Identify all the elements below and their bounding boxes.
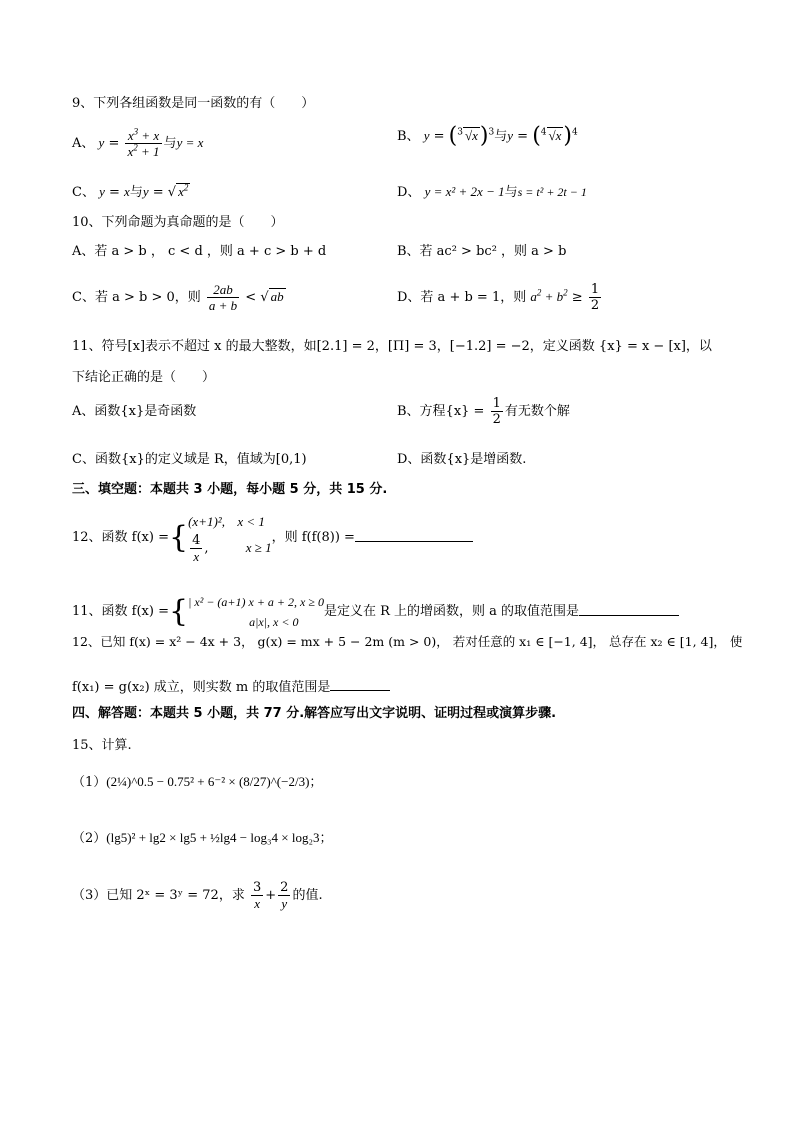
q9-option-b: B、 y = ($^3$ √x)$^3$与y = ($^4$ √x)$^4$ [397, 123, 578, 149]
q12b-text-2-span: f(x₁) = g(x₂) 成立，则实数 m 的取值范围是 [72, 680, 331, 695]
q10-d-pre: D、若 a + b = 1，则 [397, 290, 527, 305]
q15-stem: 15、计算. [72, 738, 132, 753]
q10-c-fraction: $\frac{2ab}{a + b}$ [208, 282, 238, 313]
q10-option-d: D、若 a + b = 1，则 $a^2 + b^2$ ≥ $\frac{1}{2}$ [397, 282, 600, 313]
q9-d-right: s = t² + 2t − 1 [517, 185, 587, 199]
q15-p2-label: （2） [72, 831, 107, 846]
q9-option-c: C、 y = x与y = √ $x^2$ [72, 182, 189, 200]
q11-b-pre: B、方程{x} = [397, 404, 485, 419]
q12-label: 12、函数 f(x) = [72, 530, 169, 545]
q12b-answer-blank[interactable] [330, 678, 390, 691]
q9-d-mid: 与 [504, 185, 518, 200]
q12-answer-blank[interactable] [355, 529, 473, 542]
q11-stem-2: 下结论正确的是（ ） [72, 370, 216, 385]
q12b-text: 12、已知 f(x) = x² − 4x + 3， g(x) = mx + 5 − 2m (m > 0)， 若对任意的 x₁ ∈ [−1, 4]， 总存在 x₂ ∈ [1, 4]， 使 [72, 634, 743, 649]
q11b-tail: 是定义在 R 上的增函数，则 a 的取值范围是 [323, 604, 580, 619]
section-3-heading: 三、填空题：本题共 3 小题，每小题 5 分，共 15 分. [72, 482, 388, 497]
q9-stem: 9、下列各组函数是同一函数的有（ ） [72, 96, 315, 111]
q12-case1-expr: (x+1)², [188, 514, 225, 529]
q9-option-d [397, 184, 587, 201]
q10-stem: 10、下列命题为真命题的是（ ） [72, 215, 284, 230]
q11-option-d: D、函数{x}是增函数. [397, 452, 527, 467]
q10-option-a: A、若 a > b ， c < d ，则 a + c > b + d [72, 244, 327, 259]
q15-p3-post: 的值. [292, 888, 323, 903]
q10-d-fraction: $\frac{1}{2}$ [590, 282, 600, 313]
q11-option-c: C、函数{x}的定义域是 R，值域为[0,1) [72, 452, 307, 467]
q9-a-tail: y = x [176, 135, 204, 150]
q9-d-left: y = x² + 2x − 1 [424, 184, 505, 199]
q9-b-label: B、 [397, 129, 420, 144]
section-4-heading: 四、解答题：本题共 5 小题，共 77 分.解答应写出文字说明、证明过程或演算步骤. [72, 706, 557, 721]
q15-part-1 [72, 774, 322, 791]
q11b-label: 11、函数 f(x) = [72, 604, 169, 619]
q12b-text-2 [72, 678, 390, 696]
q9-c-label: C、 [72, 185, 95, 200]
q10-option-c: C、若 a > b > 0，则 $\frac{2ab}{a + b}$ < √ ab [72, 282, 284, 313]
q11b-answer-blank[interactable] [579, 603, 679, 616]
q12-case2-cond: x ≥ 1 [245, 540, 272, 555]
q9-a-mid: 与 [163, 136, 177, 151]
q11-option-b [397, 396, 570, 427]
q9-option-a: A、 y = $\frac{x^3 + x}{x^2 + 1}$ 与y = x [72, 126, 204, 159]
q10-c-pre: C、若 a > b > 0，则 [72, 290, 201, 305]
q12-ask: ，则 f(f(8)) = [271, 530, 355, 545]
q11b-case2: a|x|, x < 0 [249, 615, 299, 629]
q15-p1-expr: (2¼)^0.5 − 0.75² + 6⁻² × (8/27)^(−2/3)； [106, 774, 323, 789]
q11b-case1: | x² − (a+1) x + a + 2, x ≥ 0 [188, 595, 324, 609]
q9-b-mid: 与 [494, 129, 508, 144]
q9-a-label: A、 [72, 136, 95, 151]
q10-option-b: B、若 ac² > bc² ，则 a > b [397, 244, 567, 259]
q15-p1-label: （1） [72, 775, 107, 790]
q12-case1-cond: x < 1 [237, 514, 265, 529]
q15-part-3: （3）已知 2ˣ = 3ʸ = 72，求 $\frac{3}{x}$ + $\frac{2}{y}$ 的值. [72, 880, 323, 911]
q9-a-fraction: $\frac{x^3 + x}{x^2 + 1}$ [127, 126, 160, 159]
q9-d-label: D、 [397, 185, 421, 200]
q15-part-2 [72, 830, 332, 847]
q11-option-a: A、函数{x}是奇函数 [72, 404, 197, 419]
q11-b-fraction: $\frac{1}{2}$ [492, 396, 501, 427]
q11-b-post: 有无数个解 [504, 404, 570, 419]
q11-stem: 11、符号[x]表示不超过 x 的最大整数，如[2.1] = 2，[Π] = 3，[−1.2] = −2，定义函数 {x} = x − [x]，以 [72, 339, 712, 354]
q15-p2-expr: (lg5)² + lg2 × lg5 + ½lg4 − log₃4 × log₂3； [106, 830, 333, 845]
q9-c-mid: 与 [129, 185, 143, 200]
q11b-piecewise: 11、函数 f(x) ={| x² − (a+1) x + a + 2, x ≥ 0 a|x|, x < 0是定义在 R 上的增函数，则 a 的取值范围是 [72, 592, 679, 632]
q12-piecewise: 12、函数 f(x) ={(x+1)², x < 1 $\frac{4}{x}$ , x ≥ 1，则 f(f(8)) = [72, 512, 473, 564]
q15-p3-pre: （3）已知 2ˣ = 3ʸ = 72，求 [72, 888, 245, 903]
